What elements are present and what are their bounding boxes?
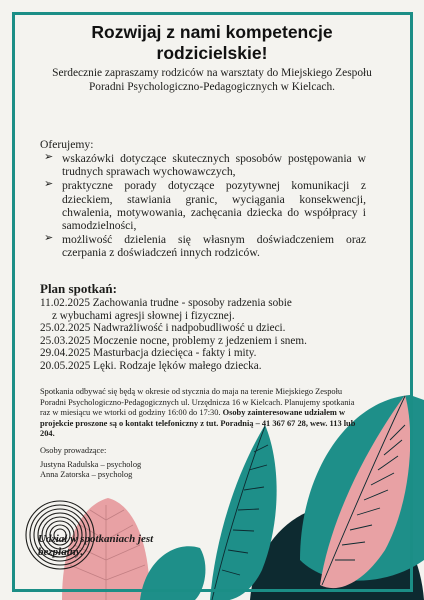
list-item: 29.04.2025 Masturbacja dziecięca - fakty i mity. xyxy=(40,347,257,359)
offer-list xyxy=(44,151,366,261)
list-item: Justyna Radulska – psycholog xyxy=(40,460,142,469)
page-title: Rozwijaj z nami kompetencje rodzicielskie! xyxy=(91,22,333,63)
free-note: Udział w spotkaniach jest bezpłatny. xyxy=(38,533,154,558)
arrow-icon: ➢ xyxy=(44,178,54,191)
list-item: 20.05.2025 Lęki. Rodzaje lęków małego dziecka. xyxy=(40,359,262,372)
list-item: 25.02.2025 Nadwrażliwość i nadpobudliwość u dzieci. xyxy=(40,322,286,334)
arrow-icon: ➢ xyxy=(44,151,54,163)
hosts-list xyxy=(40,460,141,480)
list-item: ➢ praktyczne porady dotyczące pozytywnej komunikacji z dzieckiem, stawiania granic, wyciągania konsekwencji, chwalenia, motywowania, zachęcania dziecka do współpracy i samodzielności, xyxy=(44,178,366,233)
list-item: 25.03.2025 Moczenie nocne, problemy z jedzeniem i snem. xyxy=(40,334,307,347)
arrow-icon: ➢ xyxy=(44,232,54,245)
intro-text: Serdecznie zapraszamy rodziców na warsztaty do Miejskiego Zespołu Poradni Psychologiczno-Pedagogicznych w Kielcach. xyxy=(52,67,372,93)
list-item: Anna Zatorska – psycholog xyxy=(40,470,133,479)
contact-text: Osoby zainteresowane udziałem w projekcie proszone są o kontakt telefoniczny z tut. Poradnią – 41 367 67 28, wew. 113 lub 204. xyxy=(40,408,356,438)
list-item: ➢ możliwość dzielenia się własnym doświadczeniem oraz czerpania z doświadczeń innych rodziców. xyxy=(44,232,366,260)
plan-title: Plan spotkań: xyxy=(40,281,117,296)
meeting-list xyxy=(40,297,386,372)
list-item: 11.02.2025 Zachowania trudne - sposoby radzenia sobie z wybuchami agresji słownej i fizycznej. xyxy=(40,297,292,322)
offer-label: Oferujemy: xyxy=(40,138,94,151)
hosts-label: Osoby prowadzące: xyxy=(40,446,107,455)
info-text: Spotkania odbywać się będą w okresie od stycznia do maja na terenie Miejskiego Zespołu Poradni Psychologiczno-Pedagogicznych ul. Urzędnicza 16 w Kielcach. Planujemy spotkania raz w miesiącu we wtorki od godziny 16:00 do 17:30. xyxy=(40,387,355,417)
list-item: ➢ wskazówki dotyczące skutecznych sposobów postępowania w trudnych sprawach wychowawczych, xyxy=(44,151,366,179)
info-paragraph xyxy=(40,387,366,440)
